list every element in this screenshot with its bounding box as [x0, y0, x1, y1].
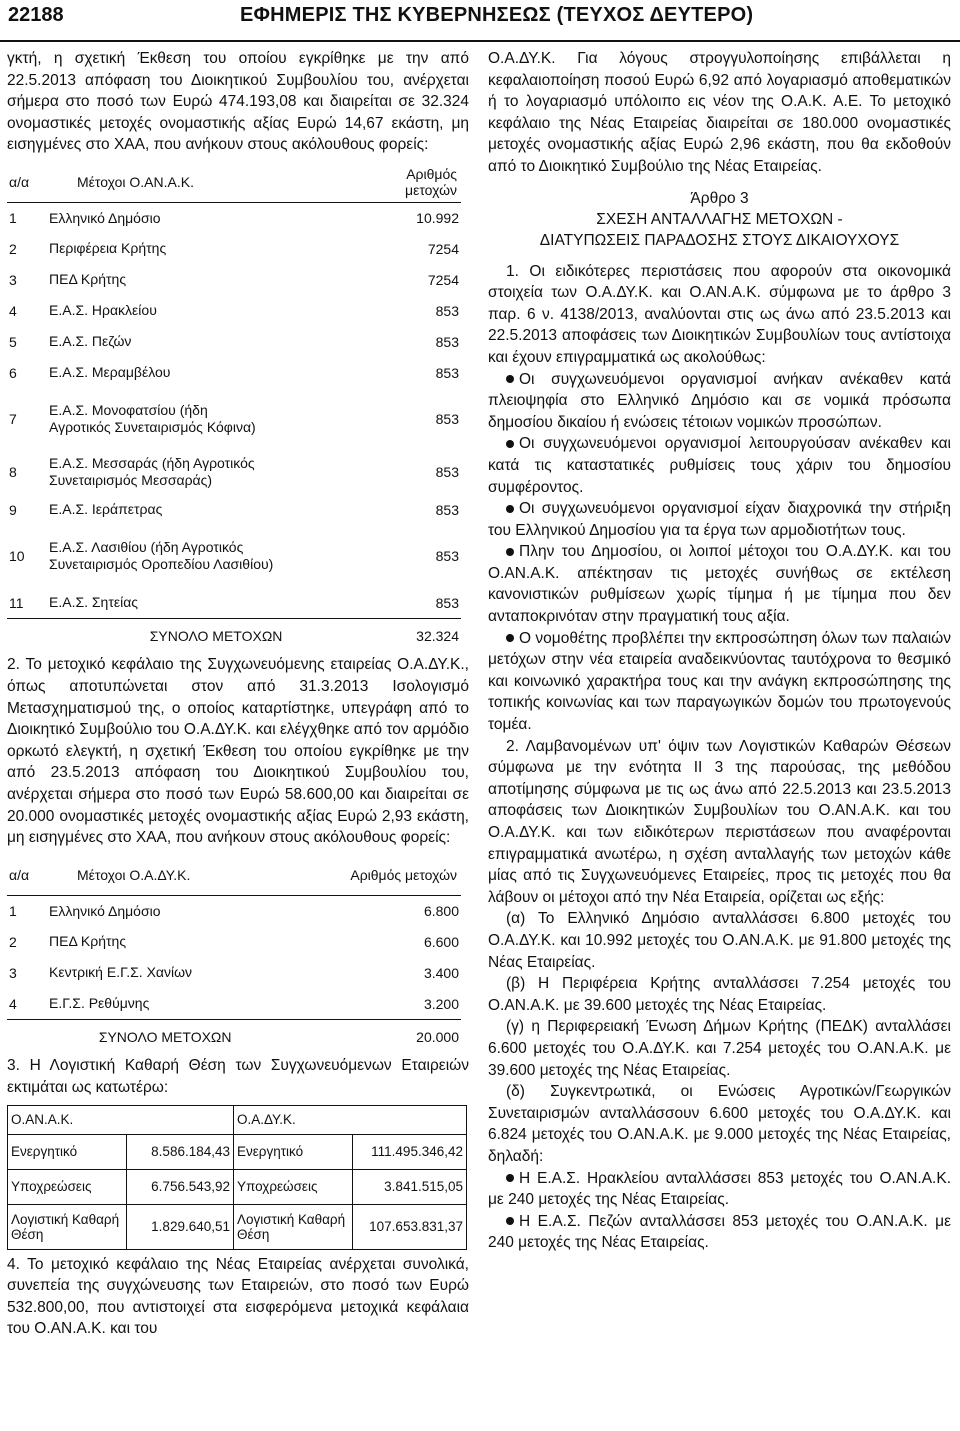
bullet-item: [488, 433, 951, 498]
row-label: Υποχρεώσεις: [234, 1169, 353, 1204]
paragraph-2: 2. Λαμβανομένων υπ' όψιν των Λογιστικών Καθαρών Θέσεων σύμφωνα με την ενότητα ΙΙ 3 της παρούσας, της μεθόδου αποτίμησης σύμφωνα με τις ως άνω από 22.5.2013 και 23.5.2013 αποφάσεις των Διοικητικών Συμβουλίων του Ο.ΑΝ.Α.Κ. και του Ο.Α.ΔΥ.Κ. και των ειδικότερων περιστάσεων που αναφέρονται επιγραμματικά ανωτέρω, η σχέση ανταλλαγής των μετοχών κάθε μίας από τις Συγχωνευόμενες Εταιρείες, προς τις μετοχές που θα λάβουν οι μέτοχοι από την Νέα Εταιρεία, ορίζεται ως εξής:: [488, 737, 951, 906]
row-value: 8.586.184,43: [127, 1134, 234, 1169]
share-count: 6.800: [423, 903, 459, 920]
shareholder-name: Ε.Γ.Σ. Ρεθύμνης: [49, 995, 150, 1012]
item-d: (δ) Συγκεντρωτικά, οι Ενώσεις Αγροτικών/Γεωργικών Συνεταιρισμών ανταλλάσσουν 6.600 μετοχές του Ο.Α.ΔΥ.Κ. και 6.824 μετοχές του Ο.ΑΝ.Α.Κ. με 9.000 μετοχές της Νέας Εταιρείας, δηλαδή:: [488, 1083, 951, 1165]
row-number: 10: [9, 548, 25, 565]
bullet-item: [488, 1168, 951, 1211]
row-number: 2: [9, 933, 17, 950]
table-row: [7, 326, 461, 357]
share-count: 6.600: [423, 933, 459, 950]
col-oadyk: Ο.Α.ΔΥ.Κ.: [234, 1105, 467, 1134]
bullet-text: Η Ε.Α.Σ. Ηρακλείου ανταλλάσσει 853 μετοχές του Ο.ΑΝ.Α.Κ. με 240 μετοχές της Νέας Εταιρείας.: [488, 1169, 951, 1209]
row-label: Ενεργητικό: [234, 1134, 353, 1169]
bullet-text: Οι συγχωνευόμενοι οργανισμοί είχαν διαχρονικά την στήριξη του Ελληνικού Δημοσίου για τα έργα των αρμοδιοτήτων τους.: [488, 500, 951, 539]
row-value: 6.756.543,92: [127, 1169, 234, 1204]
row-number: 7: [9, 411, 17, 428]
shareholder-name: Ε.Α.Σ. Λασιθίου (ήδη Αγροτικός Συνεταιρισμός Οροπεδίου Λασιθίου): [49, 539, 274, 573]
page-number: 22188: [8, 4, 64, 26]
total-value: 32.324: [416, 627, 459, 644]
bullet-icon: [506, 634, 514, 642]
table-row: [7, 926, 461, 957]
bullet-text: Ο νομοθέτης προβλέπει την εκπροσώπηση όλων των παλαιών μετόχων στην νέα εταιρεία αναδεικνύοντας ταυτόχρονα το θεσμικό και κοινωνικό χαρακτήρα τους και την ανάγκη εκπροσώπησης της τοπικής κοινωνίας και των παραγωγικών δομών του πρωτογενούς τομέα.: [488, 629, 951, 734]
table-header-row: [7, 855, 461, 896]
share-count: 3.400: [423, 964, 459, 981]
article-heading: [488, 188, 951, 251]
shareholder-name: Ε.Α.Σ. Μεραμβέλου: [49, 364, 171, 381]
table-row: [8, 1169, 467, 1204]
total-row: [7, 618, 461, 652]
oadyk-shareholders-table: [7, 855, 461, 1054]
row-number: 4: [9, 995, 17, 1012]
article-number: Άρθρο 3: [690, 189, 749, 207]
table-header-row: [7, 162, 461, 203]
bullet-text: Οι συγχωνευόμενοι οργανισμοί λειτουργούσαν ανέκαθεν και κατά τις καταστατικές ρυθμίσεις τους χάριν του δημοσίου συμφέροντος.: [488, 435, 951, 496]
share-count: 853: [435, 411, 459, 428]
col-aa: α/α: [9, 866, 30, 883]
row-number: 1: [9, 903, 17, 920]
share-count: 853: [435, 501, 459, 518]
total-label: ΣΥΝΟΛΟ ΜΕΤΟΧΩΝ: [98, 1028, 232, 1045]
col-aa: α/α: [9, 173, 30, 190]
item-a: (α) Το Ελληνικό Δημόσιο ανταλλάσσει 6.800 μετοχές του Ο.Α.ΔΥ.Κ. και 10.992 μετοχές του Ο.ΑΝ.Α.Κ. με 91.800 μετοχές της Νέας Εταιρείας.: [488, 910, 951, 971]
row-label: Λογιστική Καθαρή Θέση: [8, 1204, 127, 1249]
bullet-item: [488, 498, 951, 541]
bullet-text: Πλην του Δημοσίου, οι λοιποί μέτοχοι του Ο.Α.ΔΥ.Κ. και του Ο.ΑΝ.Α.Κ. απέκτησαν τις μετοχές συνήθως σε εκτέλεση κανονιστικών ρυθμίσεων χωρίς τίμημα ή με τίμημα που δεν ανταποκρινόταν στην πραγματική τους αξία.: [488, 543, 951, 626]
total-value: 20.000: [416, 1028, 459, 1045]
bullet-item: [488, 628, 951, 736]
share-count: 3.200: [423, 995, 459, 1012]
bullet-icon: [506, 1174, 514, 1182]
bullet-icon: [506, 548, 514, 556]
shareholder-name: Ε.Α.Σ. Ιεράπετρας: [49, 501, 163, 518]
oanak-shareholders-table: [7, 162, 461, 653]
share-count: 853: [435, 333, 459, 350]
col-share-count: Αριθμός μετοχών: [405, 165, 457, 198]
gazette-title: ΕΦΗΜΕΡΙΣ ΤΗΣ ΚΥΒΕΡΝΗΣΕΩΣ (ΤΕΥΧΟΣ ΔΕΥΤΕΡΟ): [240, 4, 754, 26]
total-label: ΣΥΝΟΛΟ ΜΕΤΟΧΩΝ: [149, 627, 283, 644]
shareholder-name: Ελληνικό Δημόσιο: [49, 209, 161, 226]
left-column: [7, 48, 469, 1340]
table-row: [7, 264, 461, 295]
shareholder-name: Ε.Α.Σ. Ηρακλείου: [49, 302, 157, 319]
intro-paragraph: γκτή, η σχετική Έκθεση του οποίου εγκρίθηκε με την από 22.5.2013 απόφαση του Διοικητικού Συμβουλίου του, ανέρχεται σήμερα στο ποσό των Ευρώ 474.193,08 και διαιρείται σε 32.324 ονομαστικές μετοχές ονομαστικής αξίας Ευρώ 14,67 εκάστη, μη εισηγμένες στο ΧΑΑ, που ανήκουν στους ακόλουθους φορείς:: [7, 50, 469, 154]
continuation-paragraph: Ο.Α.ΔΥ.Κ. Για λόγους στρογγυλοποίησης επιβάλλεται η κεφαλαιοποίηση ποσού Ευρώ 6,92 από λογαριασμό αποθεματικών ή το λογαριασμό υπόλοιπο εις νέον της Ο.Α.Κ. Α.Ε. Το μετοχικό κεφάλαιο της Νέας Εταιρείας διαιρείται σε 180.000 ονομαστικές μετοχές ονομαστικής αξίας Ευρώ 2,96 εκάστη, που θα εκδοθούν από το Διοικητικό Συμβούλιο της Νέας Εταιρείας.: [488, 50, 951, 175]
table-row: [8, 1204, 467, 1249]
share-count: 853: [435, 302, 459, 319]
row-number: 2: [9, 240, 17, 257]
col-shareholders: Μέτοχοι Ο.ΑΝ.Α.Κ.: [77, 173, 194, 190]
table-row: [8, 1134, 467, 1169]
shareholder-name: Ε.Α.Σ. Σητείας: [49, 594, 139, 611]
table-row: [7, 202, 461, 233]
share-count: 7254: [427, 271, 459, 288]
bullet-item: [488, 1211, 951, 1254]
row-number: 9: [9, 501, 17, 518]
bullet-item: [488, 541, 951, 627]
row-number: 3: [9, 271, 17, 288]
table-row: [7, 525, 461, 587]
page-header: [0, 0, 960, 42]
paragraph-2: 2. Το μετοχικό κεφάλαιο της Συγχωνευόμενης εταιρείας Ο.Α.ΔΥ.Κ., όπως αποτυπώνεται στον από 31.3.2013 Ισολογισμό Μετασχηματισμού της, ο οποίος καταρτίστηκε, υπεγράφη από το Διοικητικό Συμβούλιο του Ο.Α.ΔΥ.Κ. και ελέγχθηκε από τον αρμόδιο ορκωτό ελεγκτή, η σχετική Έκθεση του οποίου εγκρίθηκε με την από 23.5.2013 απόφαση του Διοικητικού Συμβουλίου του, ανέρχεται σήμερα στο ποσό των Ευρώ 58.600,00 και διαιρείται σε 20.000 ονομαστικές μετοχές ονομαστικής αξίας Ευρώ 2,93 εκάστη, μη εισηγμένες στο ΧΑΑ, που ανήκουν στους ακόλουθους φορείς:: [7, 656, 469, 847]
paragraph-3: 3. Η Λογιστική Καθαρή Θέση των Συγχωνευόμενων Εταιρειών εκτιμάται ως κατωτέρω:: [7, 1057, 469, 1096]
row-value: 1.829.640,51: [127, 1204, 234, 1249]
bullet-text: Οι συγχωνευόμενοι οργανισμοί ανήκαν ανέκαθεν κατά πλειοψηφία στο Ελληνικό Δημόσιο και σε νομικά πρόσωπα δημοσίου δικαίου ή ενώσεις τέτοιων νομικών προσώπων.: [488, 370, 951, 431]
table-header-row: [8, 1105, 467, 1134]
table-row: [7, 587, 461, 618]
shareholder-name: Ε.Α.Σ. Μονοφατσίου (ήδη Αγροτικός Συνεταιρισμός Κόφινα): [49, 402, 256, 436]
share-count: 853: [435, 548, 459, 565]
col-share-count: Αριθμός μετοχών: [350, 866, 457, 883]
shareholder-name: Περιφέρεια Κρήτης: [49, 240, 167, 257]
bullet-item: [488, 369, 951, 434]
row-label: Υποχρεώσεις: [8, 1169, 127, 1204]
net-position-table: [7, 1105, 467, 1250]
row-value: 107.653.831,37: [353, 1204, 467, 1249]
row-value: 111.495.346,42: [353, 1134, 467, 1169]
shareholder-name: Κεντρική Ε.Γ.Σ. Χανίων: [49, 964, 193, 981]
right-column: [488, 48, 951, 1254]
row-number: 6: [9, 364, 17, 381]
share-count: 853: [435, 364, 459, 381]
item-b: (β) Η Περιφέρεια Κρήτης ανταλλάσσει 7.254 μετοχές του Ο.ΑΝ.Α.Κ. με 39.600 μετοχές της Νέας Εταιρείας.: [488, 975, 951, 1014]
share-count: 853: [435, 464, 459, 481]
shareholder-name: Ελληνικό Δημόσιο: [49, 902, 161, 919]
paragraph-1: 1. Οι ειδικότερες περιστάσεις που αφορούν στα οικονομικά στοιχεία των Ο.Α.ΔΥ.Κ. και Ο.ΑΝ.Α.Κ. σύμφωνα με το άρθρο 3 παρ. 6 ν. 4138/2013, αναλύονται στις ως άνω από 23.5.2013 και 22.5.2013 αποφάσεις των Διοικητικών Συμβουλίων τους αντίστοιχα και έχουν επιγραμματικά ως ακολούθως:: [488, 262, 951, 366]
row-number: 1: [9, 210, 17, 227]
table-row: [7, 494, 461, 525]
table-row: [7, 988, 461, 1019]
share-count: 7254: [427, 240, 459, 257]
shareholder-name: ΠΕΔ Κρήτης: [49, 271, 127, 288]
row-number: 4: [9, 302, 17, 319]
bullet-text: Η Ε.Α.Σ. Πεζών ανταλλάσσει 853 μετοχές του Ο.ΑΝ.Α.Κ. με 240 μετοχές της Νέας Εταιρείας.: [488, 1212, 951, 1252]
table-row: [7, 295, 461, 326]
shareholder-name: Ε.Α.Σ. Μεσσαράς (ήδη Αγροτικός Συνεταιρισμός Μεσσαράς): [49, 455, 255, 489]
bullet-icon: [506, 440, 514, 448]
table-row: [7, 233, 461, 264]
row-number: 5: [9, 333, 17, 350]
shareholder-name: ΠΕΔ Κρήτης: [49, 933, 127, 950]
item-c: (γ) η Περιφερειακή Ένωση Δήμων Κρήτης (ΠΕΔΚ) ανταλλάσει 6.600 μετοχές του Ο.Α.ΔΥ.Κ. και 7.254 μετοχές του Ο.ΑΝ.Α.Κ. με 39.600 μετοχές της Νέας Εταιρείας.: [488, 1018, 951, 1079]
col-oanak: Ο.ΑΝ.Α.Κ.: [8, 1105, 234, 1134]
share-count: 10.992: [416, 210, 459, 227]
shareholder-name: Ε.Α.Σ. Πεζών: [49, 333, 132, 350]
bullet-icon: [506, 375, 514, 383]
table-row: [7, 450, 461, 494]
table-row: [7, 388, 461, 450]
total-row: [7, 1019, 461, 1053]
table-row: [7, 957, 461, 988]
row-value: 3.841.515,05: [353, 1169, 467, 1204]
bullet-icon: [506, 1217, 514, 1225]
table-row: [7, 895, 461, 926]
row-label: Ενεργητικό: [8, 1134, 127, 1169]
row-number: 3: [9, 964, 17, 981]
row-number: 11: [9, 594, 24, 611]
paragraph-4: 4. Το μετοχικό κεφάλαιο της Νέας Εταιρείας ανέρχεται συνολικά, συνεπεία της συγχώνευσης των Εταιρειών, στο ποσό των Ευρώ 532.800,00, που αντιστοιχεί στα εισφερόμενα μετοχικά κεφάλαια του Ο.ΑΝ.Α.Κ. και του: [7, 1255, 469, 1338]
bullet-icon: [506, 505, 514, 513]
article-title-line-2: ΔΙΑΤΥΠΩΣΕΙΣ ΠΑΡΑΔΟΣΗΣ ΣΤΟΥΣ ΔΙΚΑΙΟΥΧΟΥΣ: [539, 231, 900, 249]
col-shareholders: Μέτοχοι Ο.Α.ΔΥ.Κ.: [77, 866, 191, 883]
article-title-line-1: ΣΧΕΣΗ ΑΝΤΑΛΛΑΓΗΣ ΜΕΤΟΧΩΝ -: [596, 210, 843, 228]
table-row: [7, 357, 461, 388]
row-label: Λογιστική Καθαρή Θέση: [234, 1204, 353, 1249]
row-number: 8: [9, 464, 17, 481]
share-count: 853: [435, 594, 459, 611]
